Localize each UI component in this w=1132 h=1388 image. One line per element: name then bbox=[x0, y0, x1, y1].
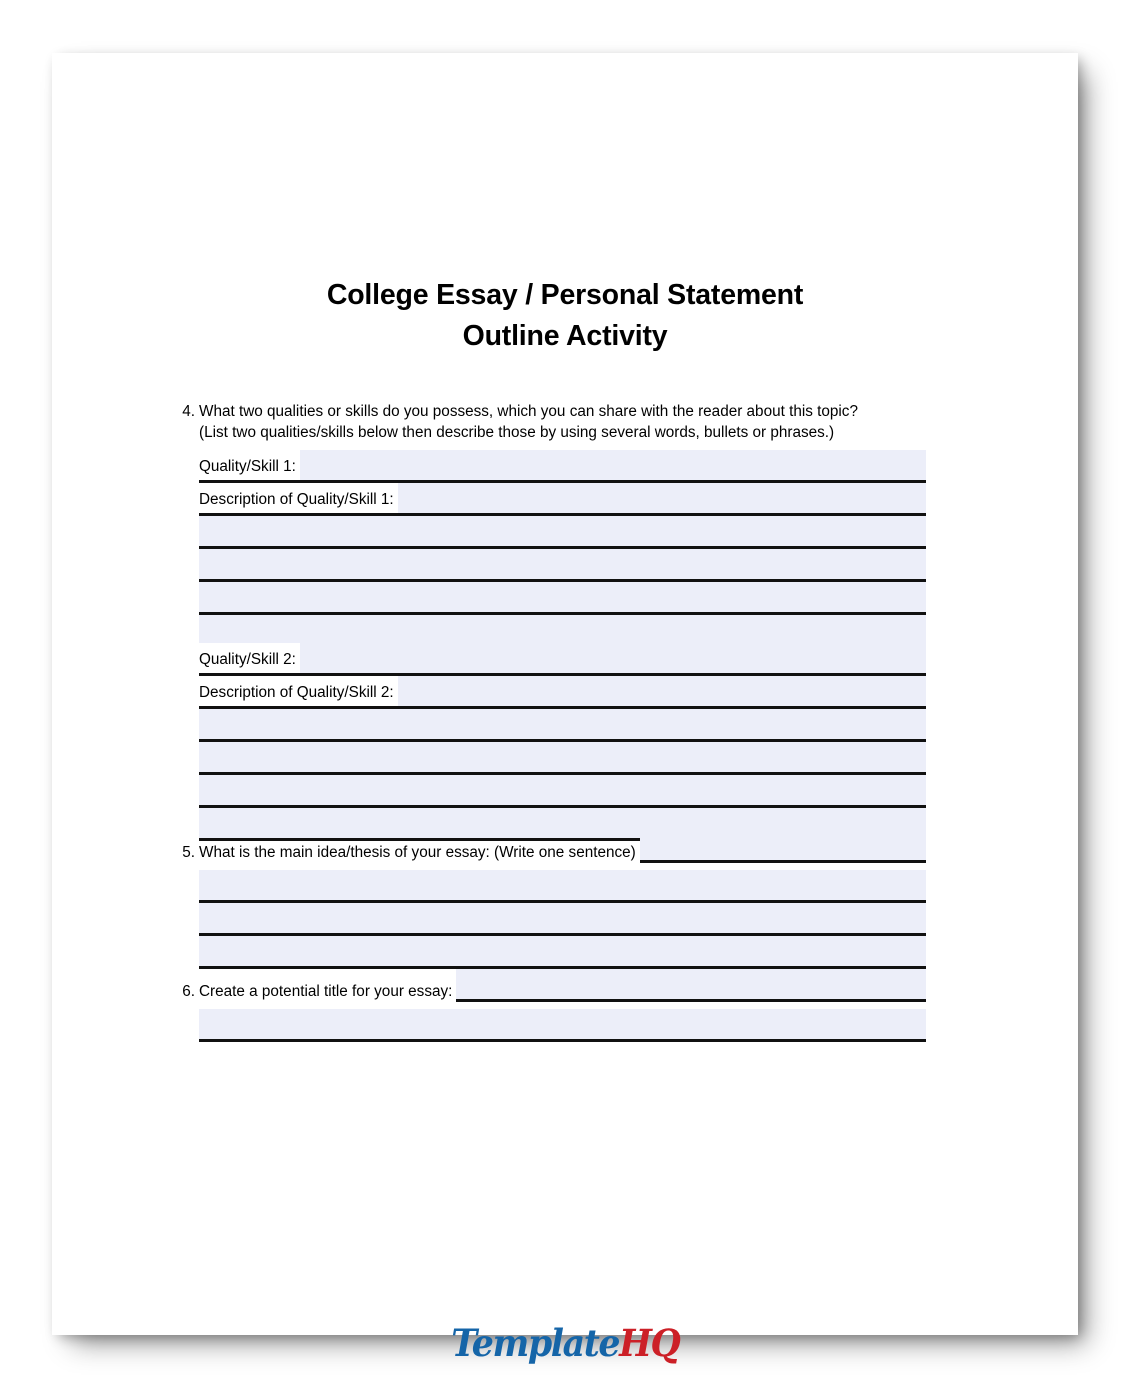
quality-skill-2-label: Quality/Skill 2: bbox=[199, 651, 296, 668]
question-6 bbox=[52, 981, 1078, 1009]
question-6-number: 6. bbox=[182, 983, 195, 1000]
logo-text-template: Template bbox=[450, 1321, 619, 1365]
title-line-2: Outline Activity bbox=[462, 320, 668, 352]
templatehq-logo bbox=[52, 1321, 1078, 1365]
description-quality-skill-1-label: Description of Quality/Skill 1: bbox=[199, 491, 394, 508]
question-6-prompt bbox=[52, 981, 1078, 1009]
description-quality-skill-2-line-4[interactable] bbox=[199, 775, 926, 808]
question-5-text-line-1: What is the main idea/thesis of your essay: (Write one sentence) bbox=[199, 844, 636, 861]
question-5-number: 5. bbox=[182, 844, 195, 861]
quality-skill-2-group bbox=[199, 643, 926, 676]
question-5-lines bbox=[199, 870, 926, 969]
logo-text-hq: HQ bbox=[618, 1321, 680, 1365]
question-4-text-line-1: What two qualities or skills do you possess, which you can share with the reader about this topic? bbox=[199, 403, 858, 420]
description-quality-skill-1-input[interactable] bbox=[199, 483, 926, 516]
question-6-text-line-1: Create a potential title for your essay: bbox=[199, 983, 453, 1000]
page-title bbox=[52, 275, 1078, 357]
quality-skill-2-input[interactable] bbox=[199, 643, 926, 676]
question-6-answer-input[interactable] bbox=[456, 999, 926, 1002]
quality-skill-1-label: Quality/Skill 1: bbox=[199, 458, 296, 475]
question-5-answer-input[interactable] bbox=[640, 860, 926, 863]
quality-skill-1-input[interactable] bbox=[199, 450, 926, 483]
question-5-line-3[interactable] bbox=[199, 903, 926, 936]
question-5-line-4[interactable] bbox=[199, 936, 926, 969]
description-quality-skill-2-label: Description of Quality/Skill 2: bbox=[199, 684, 394, 701]
quality-skill-1-group bbox=[199, 450, 926, 483]
description-quality-skill-2-line-3[interactable] bbox=[199, 742, 926, 775]
question-5-answer-shade bbox=[640, 830, 926, 860]
description-quality-skill-1-line-4[interactable] bbox=[199, 582, 926, 615]
question-4-prompt bbox=[52, 401, 1078, 447]
question-6-line-2[interactable] bbox=[199, 1009, 926, 1042]
description-quality-skill-1-line-2[interactable] bbox=[199, 516, 926, 549]
description-quality-skill-2-group bbox=[199, 676, 926, 841]
question-5-line-2[interactable] bbox=[199, 870, 926, 903]
question-5 bbox=[52, 842, 1078, 870]
question-6-lines bbox=[199, 1009, 926, 1042]
question-4-number: 4. bbox=[182, 403, 195, 420]
title-line-1: College Essay / Personal Statement bbox=[326, 279, 804, 311]
question-5-prompt bbox=[52, 842, 1078, 870]
question-4-text-line-2: (List two qualities/skills below then describe those by using several words, bullets or phrases.) bbox=[199, 424, 835, 441]
question-6-answer-shade bbox=[456, 969, 926, 999]
description-quality-skill-2-line-2[interactable] bbox=[199, 709, 926, 742]
question-4 bbox=[52, 401, 1078, 447]
description-quality-skill-1-group bbox=[199, 483, 926, 648]
document-page bbox=[52, 53, 1078, 1365]
description-quality-skill-1-line-3[interactable] bbox=[199, 549, 926, 582]
description-quality-skill-2-input[interactable] bbox=[199, 676, 926, 709]
